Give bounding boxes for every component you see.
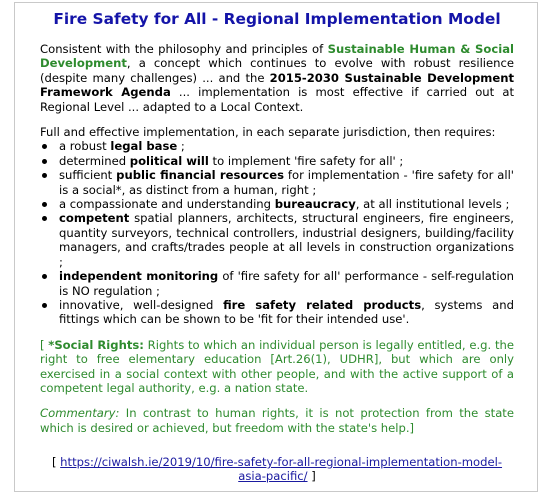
- item-bold: legal base: [110, 139, 178, 154]
- item-post: , at all institutional levels ;: [355, 197, 510, 212]
- list-item: [40, 298, 514, 327]
- social-rights-text: Rights to which an individual person is legally entitled, e.g. the right to free elementary education [Art.26(1), UDHR], but which are only exercised in a social context with other people, and with the active support of a competent legal authority, e.g. a nation state.: [40, 337, 514, 395]
- item-bold: independent monitoring: [59, 269, 219, 284]
- item-bold: political will: [129, 153, 209, 168]
- item-post: spatial planners, architects, structural engineers, fire engineers, quantity surveyors, technical controllers, industrial designers, building/facility managers, and crafts/trades people at all levels in construction organizations ;: [59, 211, 514, 269]
- list-item: [40, 197, 514, 211]
- intro-text-1: Consistent with the philosophy and principles of: [40, 42, 328, 56]
- intro-shsd-term: Sustainable Human & Social Development: [40, 42, 514, 71]
- document-body: [40, 42, 514, 435]
- item-bold: public financial resources: [116, 168, 284, 183]
- item-post: ;: [177, 139, 185, 154]
- intro-text-3: ... implementation is most effective if carried out at Regional Level ... adapted to a Local Context.: [40, 85, 514, 114]
- list-item: [40, 269, 514, 298]
- list-item: [40, 168, 514, 197]
- list-item: [40, 211, 514, 269]
- intro-paragraph: [40, 42, 514, 114]
- item-bold: competent: [59, 211, 130, 226]
- source-link-line: [40, 455, 514, 484]
- requirements-list: [40, 139, 514, 326]
- social-rights-note: [40, 338, 514, 396]
- item-post: , systems and fittings which can be shown to be 'fit for their intended use'.: [59, 297, 514, 327]
- link-open-bracket: [: [51, 455, 61, 469]
- item-pre: a robust: [59, 139, 111, 154]
- social-open-bracket: [: [40, 337, 49, 352]
- commentary-note: [40, 406, 514, 435]
- intro-agenda-term: 2015-2030 Sustainable Development Framework Agenda: [40, 70, 514, 100]
- link-close-bracket: ]: [307, 469, 316, 484]
- commentary-text: In contrast to human rights, it is not protection from the state which is desired or achieved, but freedom with the state's help.]: [40, 406, 514, 435]
- item-post: of 'fire safety for all' performance - self-regulation is NO regulation ;: [59, 269, 515, 298]
- source-link[interactable]: https://ciwalsh.ie/2019/10/fire-safety-for-all-regional-implementation-model-asia-pacific/: [60, 455, 503, 484]
- item-post: to implement 'fire safety for all' ;: [208, 153, 404, 168]
- item-pre: a compassionate and understanding: [59, 197, 275, 212]
- list-item: [40, 154, 514, 168]
- list-item: [40, 139, 514, 153]
- item-pre: innovative, well-designed: [59, 297, 224, 312]
- commentary-label: Commentary:: [40, 406, 120, 421]
- page-title: Fire Safety for All - Regional Implementation Model: [53, 10, 501, 28]
- item-pre: sufficient: [59, 168, 117, 183]
- item-pre: determined: [59, 153, 130, 168]
- item-post: for implementation - 'fire safety for all' is a social*, as distinct from a human, right ;: [59, 168, 514, 197]
- intro-text-2: , a concept which continues to evolve with robust resilience (despite many challenges) ... and the: [40, 56, 514, 85]
- item-bold: bureaucracy: [274, 197, 356, 212]
- social-rights-label: *Social Rights:: [48, 337, 144, 352]
- item-bold: fire safety related products: [223, 297, 422, 312]
- requires-paragraph: Full and effective implementation, in each separate jurisdiction, then requires:: [40, 125, 496, 140]
